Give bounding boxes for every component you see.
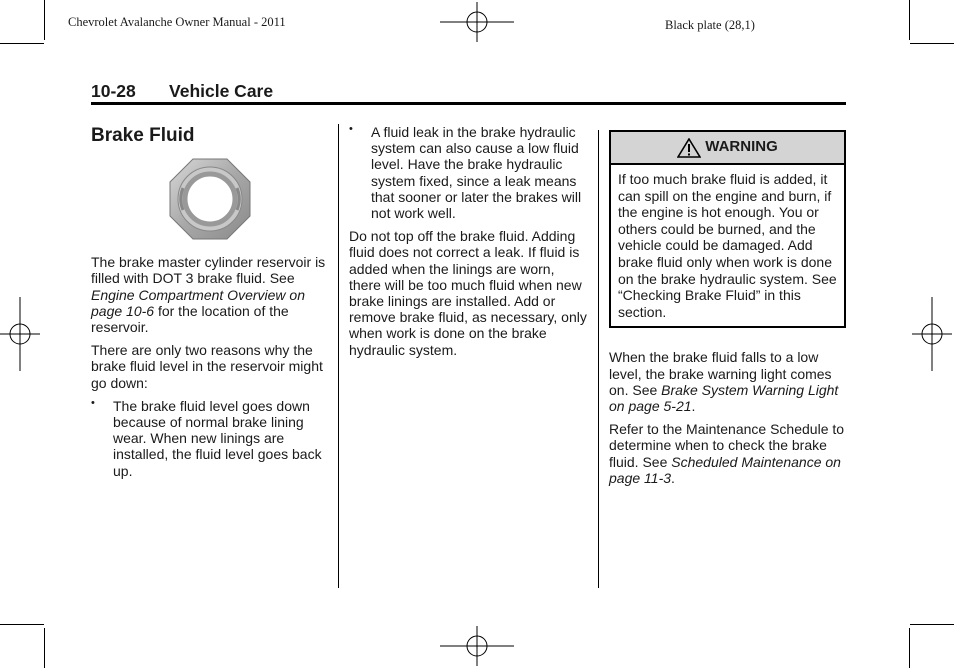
registration-mark-right — [912, 297, 952, 371]
list-item-text: A fluid leak in the brake hydraulic system can also cause a low fluid level. Have the brake hydraulic system fixed, since a leak means that sooner or later the brakes will not work well. — [371, 124, 582, 222]
paragraph-text: for the location of the reservoir. — [91, 302, 289, 336]
crop-mark — [44, 0, 45, 40]
bullet-icon: • — [91, 396, 95, 409]
list-item — [349, 124, 589, 221]
paragraph-text: Refer to the Maintenance Schedule to determine when to check the brake fluid. See — [609, 421, 845, 470]
crop-mark — [0, 43, 44, 44]
paragraph-text: . — [671, 469, 675, 486]
reservoir-paragraph — [91, 254, 327, 335]
cross-reference-link[interactable]: Brake System Warning Light on page 5-21 — [609, 381, 839, 414]
registration-mark-bottom — [440, 626, 514, 666]
paragraph-text: . — [691, 397, 696, 414]
crop-mark — [909, 0, 910, 40]
column-divider — [598, 130, 599, 588]
manual-title: Chevrolet Avalanche Owner Manual - 2011 — [68, 15, 286, 29]
bullet-icon: • — [349, 123, 353, 135]
paragraph-text: The brake master cylinder reservoir is filled with DOT 3 brake fluid. See — [91, 254, 326, 287]
cross-reference-link[interactable]: Scheduled Maintenance on page 11-3 — [609, 453, 841, 486]
warning-box — [609, 130, 846, 328]
header-rule — [91, 102, 846, 105]
column-3 — [609, 130, 845, 493]
column-1 — [91, 125, 327, 486]
warning-text: If too much brake fluid is added, it can spill on the engine and burn, if the engine is hot enough. You or others could be burned, and the vehicle could be damaged. Add brake fluid only when work is done on the brake hydraulic system. See “Checking Brake Fluid” in this section. — [618, 171, 837, 320]
list-item — [91, 398, 327, 479]
reasons-paragraph: There are only two reasons why the brake fluid level in the reservoir might go down: — [91, 342, 323, 391]
brake-fluid-cap-icon — [169, 158, 251, 240]
crop-mark — [909, 628, 910, 668]
crop-mark — [910, 43, 954, 44]
section-title: Vehicle Care — [169, 81, 274, 101]
crop-mark — [910, 624, 954, 625]
list-item-text: The brake fluid level goes down because of normal brake lining wear. When new linings are installed, the fluid level goes back up. — [113, 397, 322, 479]
cross-reference-link[interactable]: Engine Compartment Overview on page 10-6 — [91, 286, 305, 319]
page-title: Brake Fluid — [91, 125, 195, 146]
warning-triangle-icon — [677, 138, 701, 158]
plate-label: Black plate (28,1) — [665, 18, 755, 32]
warning-label: WARNING — [705, 138, 778, 156]
registration-mark-left — [0, 297, 40, 371]
registration-mark-top — [440, 2, 514, 42]
maintenance-paragraph — [609, 421, 845, 486]
paragraph-text: When the brake fluid falls to a low level, the brake warning light comes on. See — [609, 349, 832, 398]
top-off-paragraph: Do not top off the brake fluid. Adding fluid does not correct a leak. If fluid is added when the linings are worn, there will be too much fluid when new brake linings are installed. Add or remove brake fluid, as necessary, only when work is done on the brake hydraulic system. — [349, 228, 587, 358]
warning-light-paragraph — [609, 349, 845, 414]
reasons-list — [91, 398, 327, 479]
warning-header — [611, 132, 844, 165]
column-divider — [338, 124, 339, 588]
reasons-list-continued — [349, 124, 589, 221]
column-2 — [349, 124, 589, 365]
crop-mark — [0, 624, 44, 625]
crop-mark — [44, 628, 45, 668]
section-number: 10-28 — [91, 81, 136, 101]
